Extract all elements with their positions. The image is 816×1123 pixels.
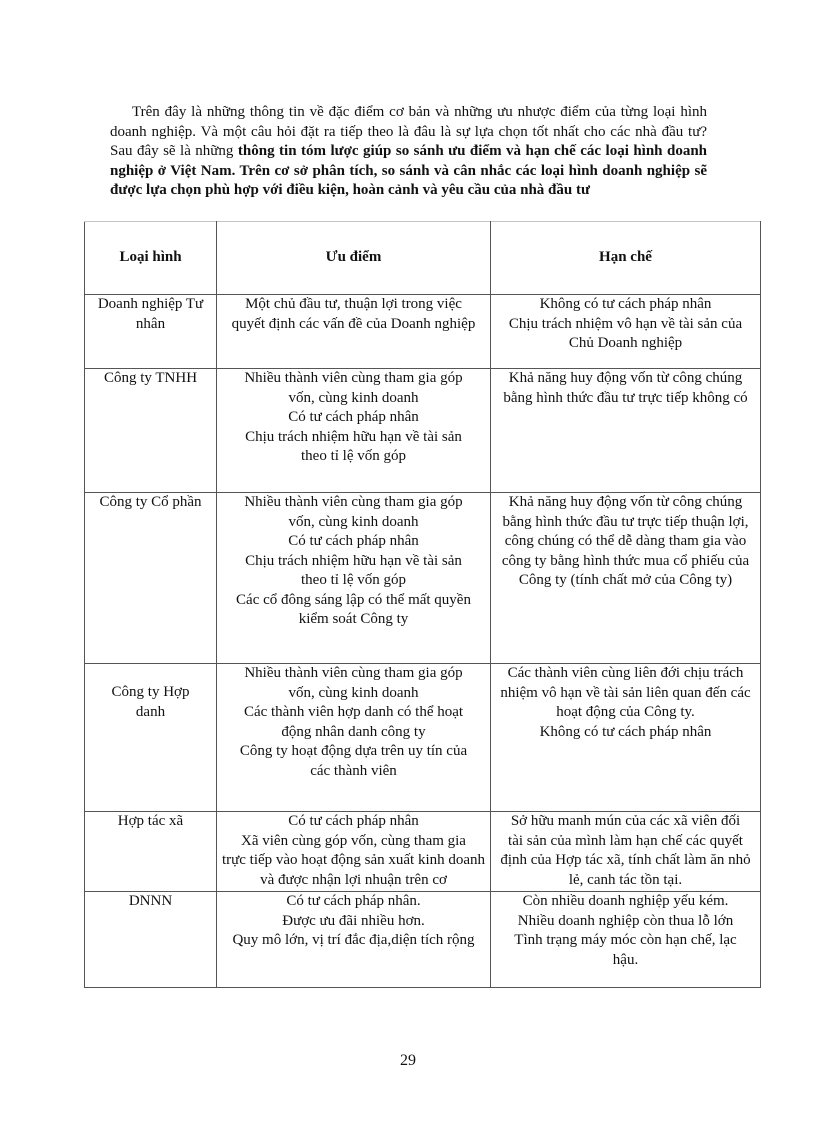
line: Khả năng huy động vốn từ công chúng [508, 370, 743, 386]
line: vốn, cùng kinh doanh [288, 513, 419, 530]
line: theo tỉ lệ vốn góp [301, 448, 406, 464]
line: các thành viên [310, 762, 397, 779]
line: Xã viên cùng góp vốn, cùng tham gia [241, 832, 466, 849]
line: kiểm soát Công ty [298, 611, 409, 627]
line: nhiệm vô hạn về tài sản liên quan đến các [500, 684, 751, 701]
line: DNNN [128, 893, 173, 909]
line: Còn nhiều doanh nghiệp yếu kém. [522, 893, 729, 909]
table-row [85, 369, 761, 493]
line: công ty bằng hình thức mua cổ phiếu của [501, 552, 750, 569]
cell-pros [217, 892, 491, 988]
line: vốn, cùng kinh doanh [288, 389, 419, 406]
line: lẻ, canh tác tồn tại. [568, 871, 683, 888]
cell-pros [217, 493, 491, 664]
line: Các thành viên cùng liên đới chịu trách [507, 665, 744, 681]
line: Tình trạng máy móc còn hạn chế, lạc [514, 932, 737, 948]
line: động nhân danh công ty [281, 723, 426, 740]
line: Nhiều thành viên cùng tham gia góp [244, 494, 463, 510]
table-row [85, 295, 761, 369]
cell-type [85, 892, 217, 988]
table-row [85, 892, 761, 988]
line: công chúng có thể dễ dàng tham gia vào [504, 533, 747, 549]
line: Hợp tác xã [117, 813, 184, 829]
line: Có tư cách pháp nhân [288, 813, 419, 829]
line: Công ty Hợp [111, 684, 190, 700]
cell-cons [491, 892, 761, 988]
cell-type [85, 664, 217, 812]
cell-pros [217, 664, 491, 812]
cell-pros [217, 295, 491, 369]
line: Chịu trách nhiệm hữu hạn về tài sản [245, 552, 462, 569]
line: nhân [135, 315, 166, 332]
intro-paragraph [110, 103, 707, 201]
line: Có tư cách pháp nhân [288, 409, 419, 425]
intro-text-regular: Trên đây là những thông tin về đặc điểm cơ bản và những ưu nhược điểm của từng loại hình doanh nghiệp. Và một câu hỏi đặt ra tiếp theo là đâu là sự lựa chọn tốt nhất cho các nhà đầu tư? Sau đây sẽ là những [110, 104, 707, 159]
cell-type [85, 493, 217, 664]
line: tài sản của mình làm hạn chế các quyết [508, 832, 743, 849]
cell-type [85, 369, 217, 493]
cell-type [85, 812, 217, 892]
line: trực tiếp vào hoạt động sản xuất kinh doanh [221, 852, 486, 868]
cell-cons [491, 295, 761, 369]
table-row [85, 812, 761, 892]
header-type: Loại hình [85, 222, 217, 295]
line: và được nhận lợi nhuận trên cơ [260, 871, 447, 888]
line: Một chủ đầu tư, thuận lợi trong việc [245, 296, 462, 312]
line: Các cổ đông sáng lập có thể mất quyền [236, 591, 471, 608]
line: Chịu trách nhiệm hữu hạn về tài sản [245, 428, 462, 445]
line: Khả năng huy động vốn từ công chúng [508, 494, 743, 510]
cell-cons [491, 812, 761, 892]
line: Không có tư cách pháp nhân [539, 723, 712, 740]
cell-pros [217, 369, 491, 493]
line: Nhiều doanh nghiệp còn thua lỗ lớn [517, 912, 734, 929]
comparison-table [84, 221, 761, 988]
line: Không có tư cách pháp nhân [539, 296, 712, 312]
line: Các thành viên hợp danh có thể hoạt [243, 704, 464, 720]
table-row [85, 664, 761, 812]
line: Có tư cách pháp nhân [288, 533, 419, 549]
page-number: 29 [400, 1052, 416, 1069]
line: theo tỉ lệ vốn góp [301, 572, 406, 588]
line: bằng hình thức đầu tư trực tiếp không có [503, 389, 748, 406]
intro-text-bold: thông tin tóm lược giúp so sánh ưu điểm và hạn chế các loại hình doanh nghiệp ở Việt Nam. Trên cơ sở phân tích, so sánh và cân nhắc các loại hình doanh nghiệp sẽ được lựa chọn phù hợp với điều kiện, hoàn cảnh và yêu cầu của nhà đầu tư [110, 143, 708, 198]
line: Chịu trách nhiệm vô hạn về tài sản của [508, 315, 743, 332]
line: Có tư cách pháp nhân. [286, 893, 421, 909]
header-cons: Hạn chế [491, 222, 761, 295]
line: Nhiều thành viên cùng tham gia góp [244, 665, 463, 681]
line: hoạt động của Công ty. [556, 704, 695, 720]
cell-type [85, 295, 217, 369]
line: Công ty (tính chất mở của Công ty) [518, 572, 733, 588]
cell-cons [491, 369, 761, 493]
line: quyết định các vấn đề của Doanh nghiệp [231, 315, 476, 332]
cell-cons [491, 664, 761, 812]
line: hậu. [612, 951, 639, 968]
line: Doanh nghiệp Tư [97, 296, 204, 312]
header-pros: Ưu điểm [217, 222, 491, 295]
line: Sở hữu manh mún của các xã viên đối [510, 813, 741, 829]
line: Quy mô lớn, vị trí đắc địa,diện tích rộng [232, 932, 475, 948]
cell-pros [217, 812, 491, 892]
line: danh [135, 703, 166, 720]
line: Công ty hoạt động dựa trên uy tín của [239, 743, 468, 759]
cell-cons [491, 493, 761, 664]
line: định của Hợp tác xã, tính chất làm ăn nhỏ [500, 852, 751, 868]
line: bằng hình thức đầu tư trực tiếp thuận lợi, [502, 513, 749, 530]
line: Chủ Doanh nghiệp [568, 335, 683, 351]
line: Nhiều thành viên cùng tham gia góp [244, 370, 463, 386]
line: Công ty TNHH [103, 370, 198, 386]
table-header-row [85, 222, 761, 295]
table-row [85, 493, 761, 664]
line: Công ty Cổ phần [99, 494, 202, 510]
line: vốn, cùng kinh doanh [288, 684, 419, 701]
line: Được ưu đãi nhiều hơn. [282, 912, 425, 929]
